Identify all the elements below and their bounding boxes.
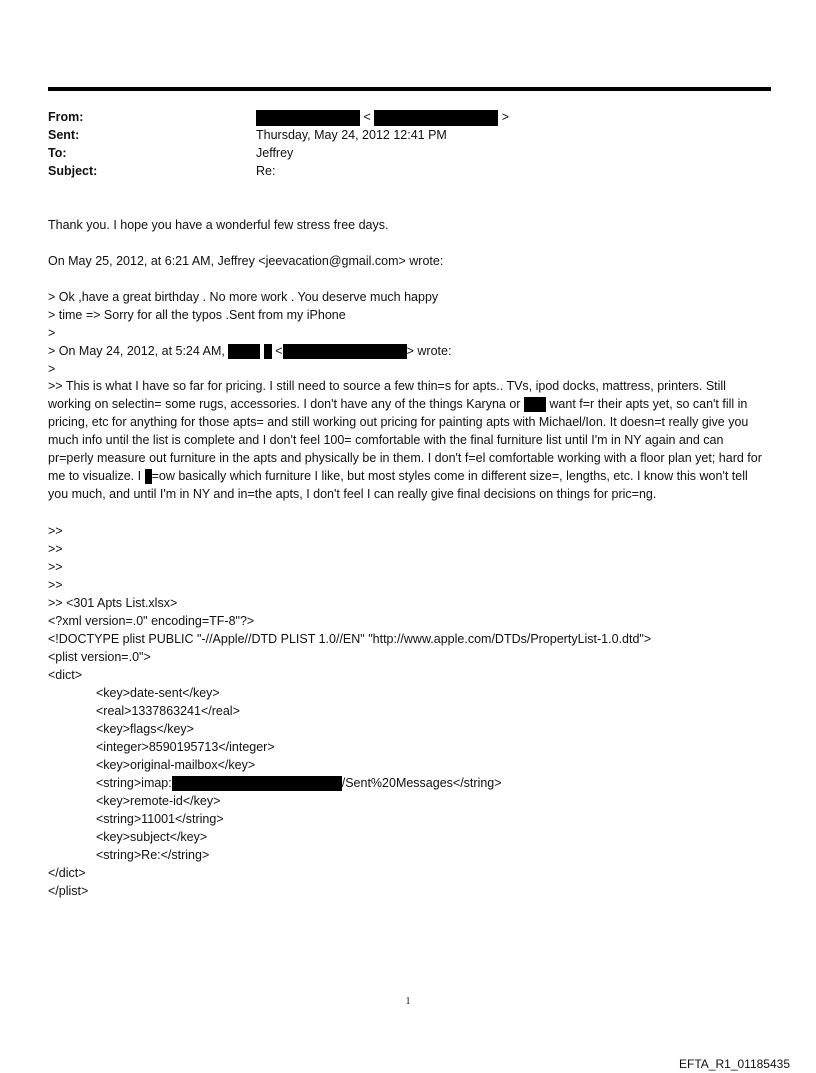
quote-suffix: > wrote: (406, 344, 452, 358)
header-rule (48, 87, 771, 91)
sent-label: Sent: (48, 128, 80, 142)
xml-prefix: <string>imap: (96, 776, 172, 790)
quote-line: > (48, 362, 56, 376)
to-value: Jeffrey (256, 146, 294, 160)
page-number: 1 (405, 996, 411, 1007)
paragraph-text: want f=r their apts yet, so can't fill in pricing, etc for anything for those apts= and still working out pricing for painting apts with Michael/Ion. It doesn=t really give you much info until the list is complete and I don't feel 100= comfortable with the final furniture list until I'm in NY again and can pr=perly measure out furniture in the apts and physically be in them. I don't f=el comfortable working with a floor plan yet; hard for me to visualize. I (48, 397, 762, 483)
xml-line: <key>date-sent</key> (96, 686, 220, 700)
to-label: To: (48, 146, 67, 160)
paragraph-text: >> This is what I have so far for pricing. I still need to source a few thin=s for apts.. TVs, ipod docks, mattress, printers. Still working on selectin= some rugs, accessories. I don't have any of the things Karyna or (48, 379, 726, 411)
quote-line: >> (48, 578, 63, 592)
xml-line: <?xml version=.0" encoding=TF-8"?> (48, 614, 255, 628)
xml-line: </dict> (48, 866, 86, 880)
paragraph-text: =ow basically which furniture I like, but most styles come in different size=, lengths, etc. I know this won't tell you much, and until I'm in NY and in=the apts, I don't feel I can really give final decisions on things for pric=ng. (48, 469, 748, 501)
subject-label: Subject: (48, 164, 98, 178)
quote-line: >> (48, 524, 63, 538)
quote-line: >> (48, 542, 63, 556)
body-line: On May 25, 2012, at 6:21 AM, Jeffrey <jeevacation@gmail.com> wrote: (48, 254, 444, 268)
from-gt: > (501, 110, 510, 124)
from-value (256, 108, 509, 126)
xml-line: <string>Re:</string> (96, 848, 210, 862)
quote-prefix: > On May 24, 2012, at 5:24 AM, (48, 344, 225, 358)
redaction (524, 397, 546, 412)
redaction (283, 344, 407, 359)
subject-value: Re: (256, 164, 276, 178)
redaction (264, 344, 272, 359)
redaction (145, 469, 152, 484)
xml-line: </plist> (48, 884, 89, 898)
xml-line: <integer>8590195713</integer> (96, 740, 275, 754)
xml-line: <key>subject</key> (96, 830, 208, 844)
body-line: Thank you. I hope you have a wonderful few stress free days. (48, 218, 389, 232)
quoted-paragraph (48, 377, 770, 503)
quote-line: > time => Sorry for all the typos .Sent from my iPhone (48, 308, 346, 322)
xml-suffix: /Sent%20Messages</string> (341, 776, 502, 790)
redaction (256, 110, 360, 126)
bates-stamp: EFTA_R1_01185435 (679, 1057, 790, 1071)
sent-value: Thursday, May 24, 2012 12:41 PM (256, 128, 447, 142)
xml-line (96, 774, 502, 792)
xml-line: <string>11001</string> (96, 812, 224, 826)
xml-line: <key>original-mailbox</key> (96, 758, 256, 772)
xml-line: <real>1337863241</real> (96, 704, 240, 718)
from-label: From: (48, 110, 84, 124)
xml-line: <key>flags</key> (96, 722, 194, 736)
from-lt: < (363, 110, 371, 124)
xml-line: <dict> (48, 668, 83, 682)
xml-line: <key>remote-id</key> (96, 794, 221, 808)
xml-line: <!DOCTYPE plist PUBLIC "-//Apple//DTD PLIST 1.0//EN" "http://www.apple.com/DTDs/PropertyList-1.0.dtd"> (48, 632, 652, 646)
redaction (228, 344, 260, 359)
quote-lt: < (275, 344, 283, 358)
attachment-line: >> <301 Apts List.xlsx> (48, 596, 178, 610)
redaction (172, 776, 342, 791)
quote-line: > Ok ,have a great birthday . No more work . You deserve much happy (48, 290, 439, 304)
quote-line: >> (48, 560, 63, 574)
quote-line: > (48, 326, 56, 340)
xml-line: <plist version=.0"> (48, 650, 151, 664)
redaction (374, 110, 498, 126)
quote-line (48, 342, 451, 360)
